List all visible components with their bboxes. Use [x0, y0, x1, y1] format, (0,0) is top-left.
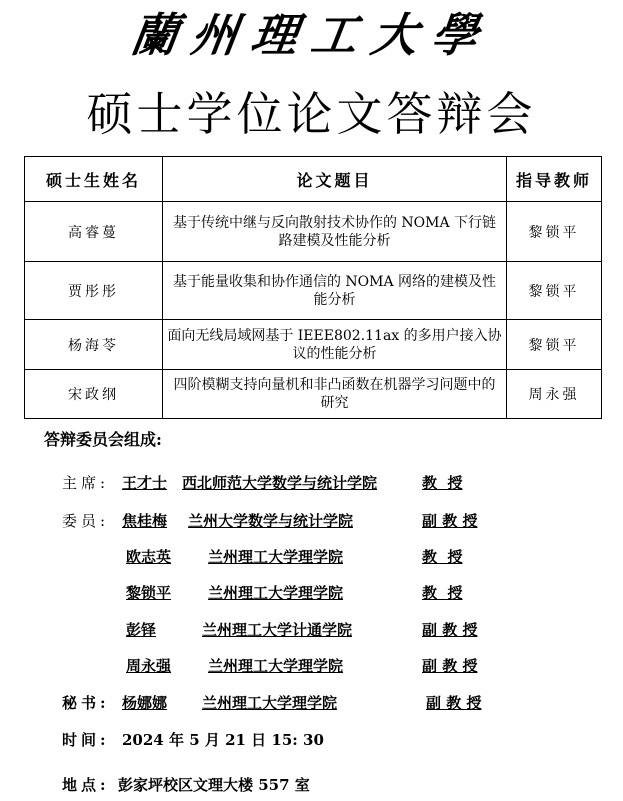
time-value: 2024 年 5 月 21 日 15: 30: [122, 731, 324, 749]
chair-title: 教 授: [422, 474, 463, 492]
member-name: 彭铎: [126, 621, 157, 639]
table-row: [25, 262, 602, 320]
chair-affiliation: 西北师范大学数学与统计学院: [182, 474, 378, 492]
member-name: 焦桂梅: [122, 512, 168, 530]
place-label: 地点:: [62, 776, 110, 794]
member-title: 教 授: [422, 548, 463, 566]
member-title: 副 教 授: [422, 512, 478, 530]
header-advisor: 指导教师: [507, 157, 602, 202]
thesis-topic: 基于能量收集和协作通信的 NOMA 网络的建模及性能分析: [163, 262, 507, 320]
student-name: 贾彤彤: [25, 262, 163, 320]
member-title: 教 授: [422, 584, 463, 602]
member-name: 周永强: [126, 657, 172, 675]
table-row: [25, 370, 602, 419]
committee-heading: 答辩委员会组成:: [44, 430, 162, 449]
header-student: 硕士生姓名: [25, 157, 163, 202]
thesis-topic: 面向无线局域网基于 IEEE802.11ax 的多用户接入协议的性能分析: [163, 320, 507, 370]
member-affiliation: 兰州理工大学理学院: [208, 584, 344, 602]
time-label: 时间:: [62, 731, 110, 749]
advisor-name: 黎锁平: [507, 262, 602, 320]
thesis-topic: 四阶模糊支持向量机和非凸函数在机器学习问题中的研究: [163, 370, 507, 419]
thesis-topic: 基于传统中继与反向散射技术协作的 NOMA 下行链路建模及性能分析: [163, 202, 507, 262]
member-affiliation: 兰州理工大学理学院: [208, 657, 344, 675]
members-label: 委员:: [62, 512, 110, 530]
place-value: 彭家坪校区文理大楼 557 室: [118, 776, 310, 794]
table-row: [25, 202, 602, 262]
member-affiliation: 兰州理工大学理学院: [208, 548, 344, 566]
table-row: [25, 320, 602, 370]
advisor-name: 黎锁平: [507, 320, 602, 370]
secretary-name: 杨娜娜: [122, 694, 168, 712]
chair-name: 王才士: [122, 474, 168, 492]
student-name: 杨海苓: [25, 320, 163, 370]
member-title: 副 教 授: [422, 657, 478, 675]
thesis-table: [24, 156, 602, 419]
header-topic: 论文题目: [163, 157, 507, 202]
member-name: 欧志英: [126, 548, 172, 566]
advisor-name: 黎锁平: [507, 202, 602, 262]
secretary-title: 副 教 授: [426, 694, 482, 712]
university-logo: 蘭州理工大學: [127, 8, 496, 62]
member-affiliation: 兰州理工大学计通学院: [202, 621, 353, 639]
chair-label: 主席:: [62, 474, 110, 492]
student-name: 高睿蔓: [25, 202, 163, 262]
page-title: 硕士学位论文答辩会: [86, 87, 537, 141]
secretary-affiliation: 兰州理工大学理学院: [202, 694, 338, 712]
secretary-label: 秘书:: [62, 694, 110, 712]
member-title: 副 教 授: [422, 621, 478, 639]
member-affiliation: 兰州大学数学与统计学院: [188, 512, 354, 530]
student-name: 宋政纲: [25, 370, 163, 419]
table-header-row: [25, 157, 602, 202]
member-name: 黎锁平: [126, 584, 172, 602]
advisor-name: 周永强: [507, 370, 602, 419]
